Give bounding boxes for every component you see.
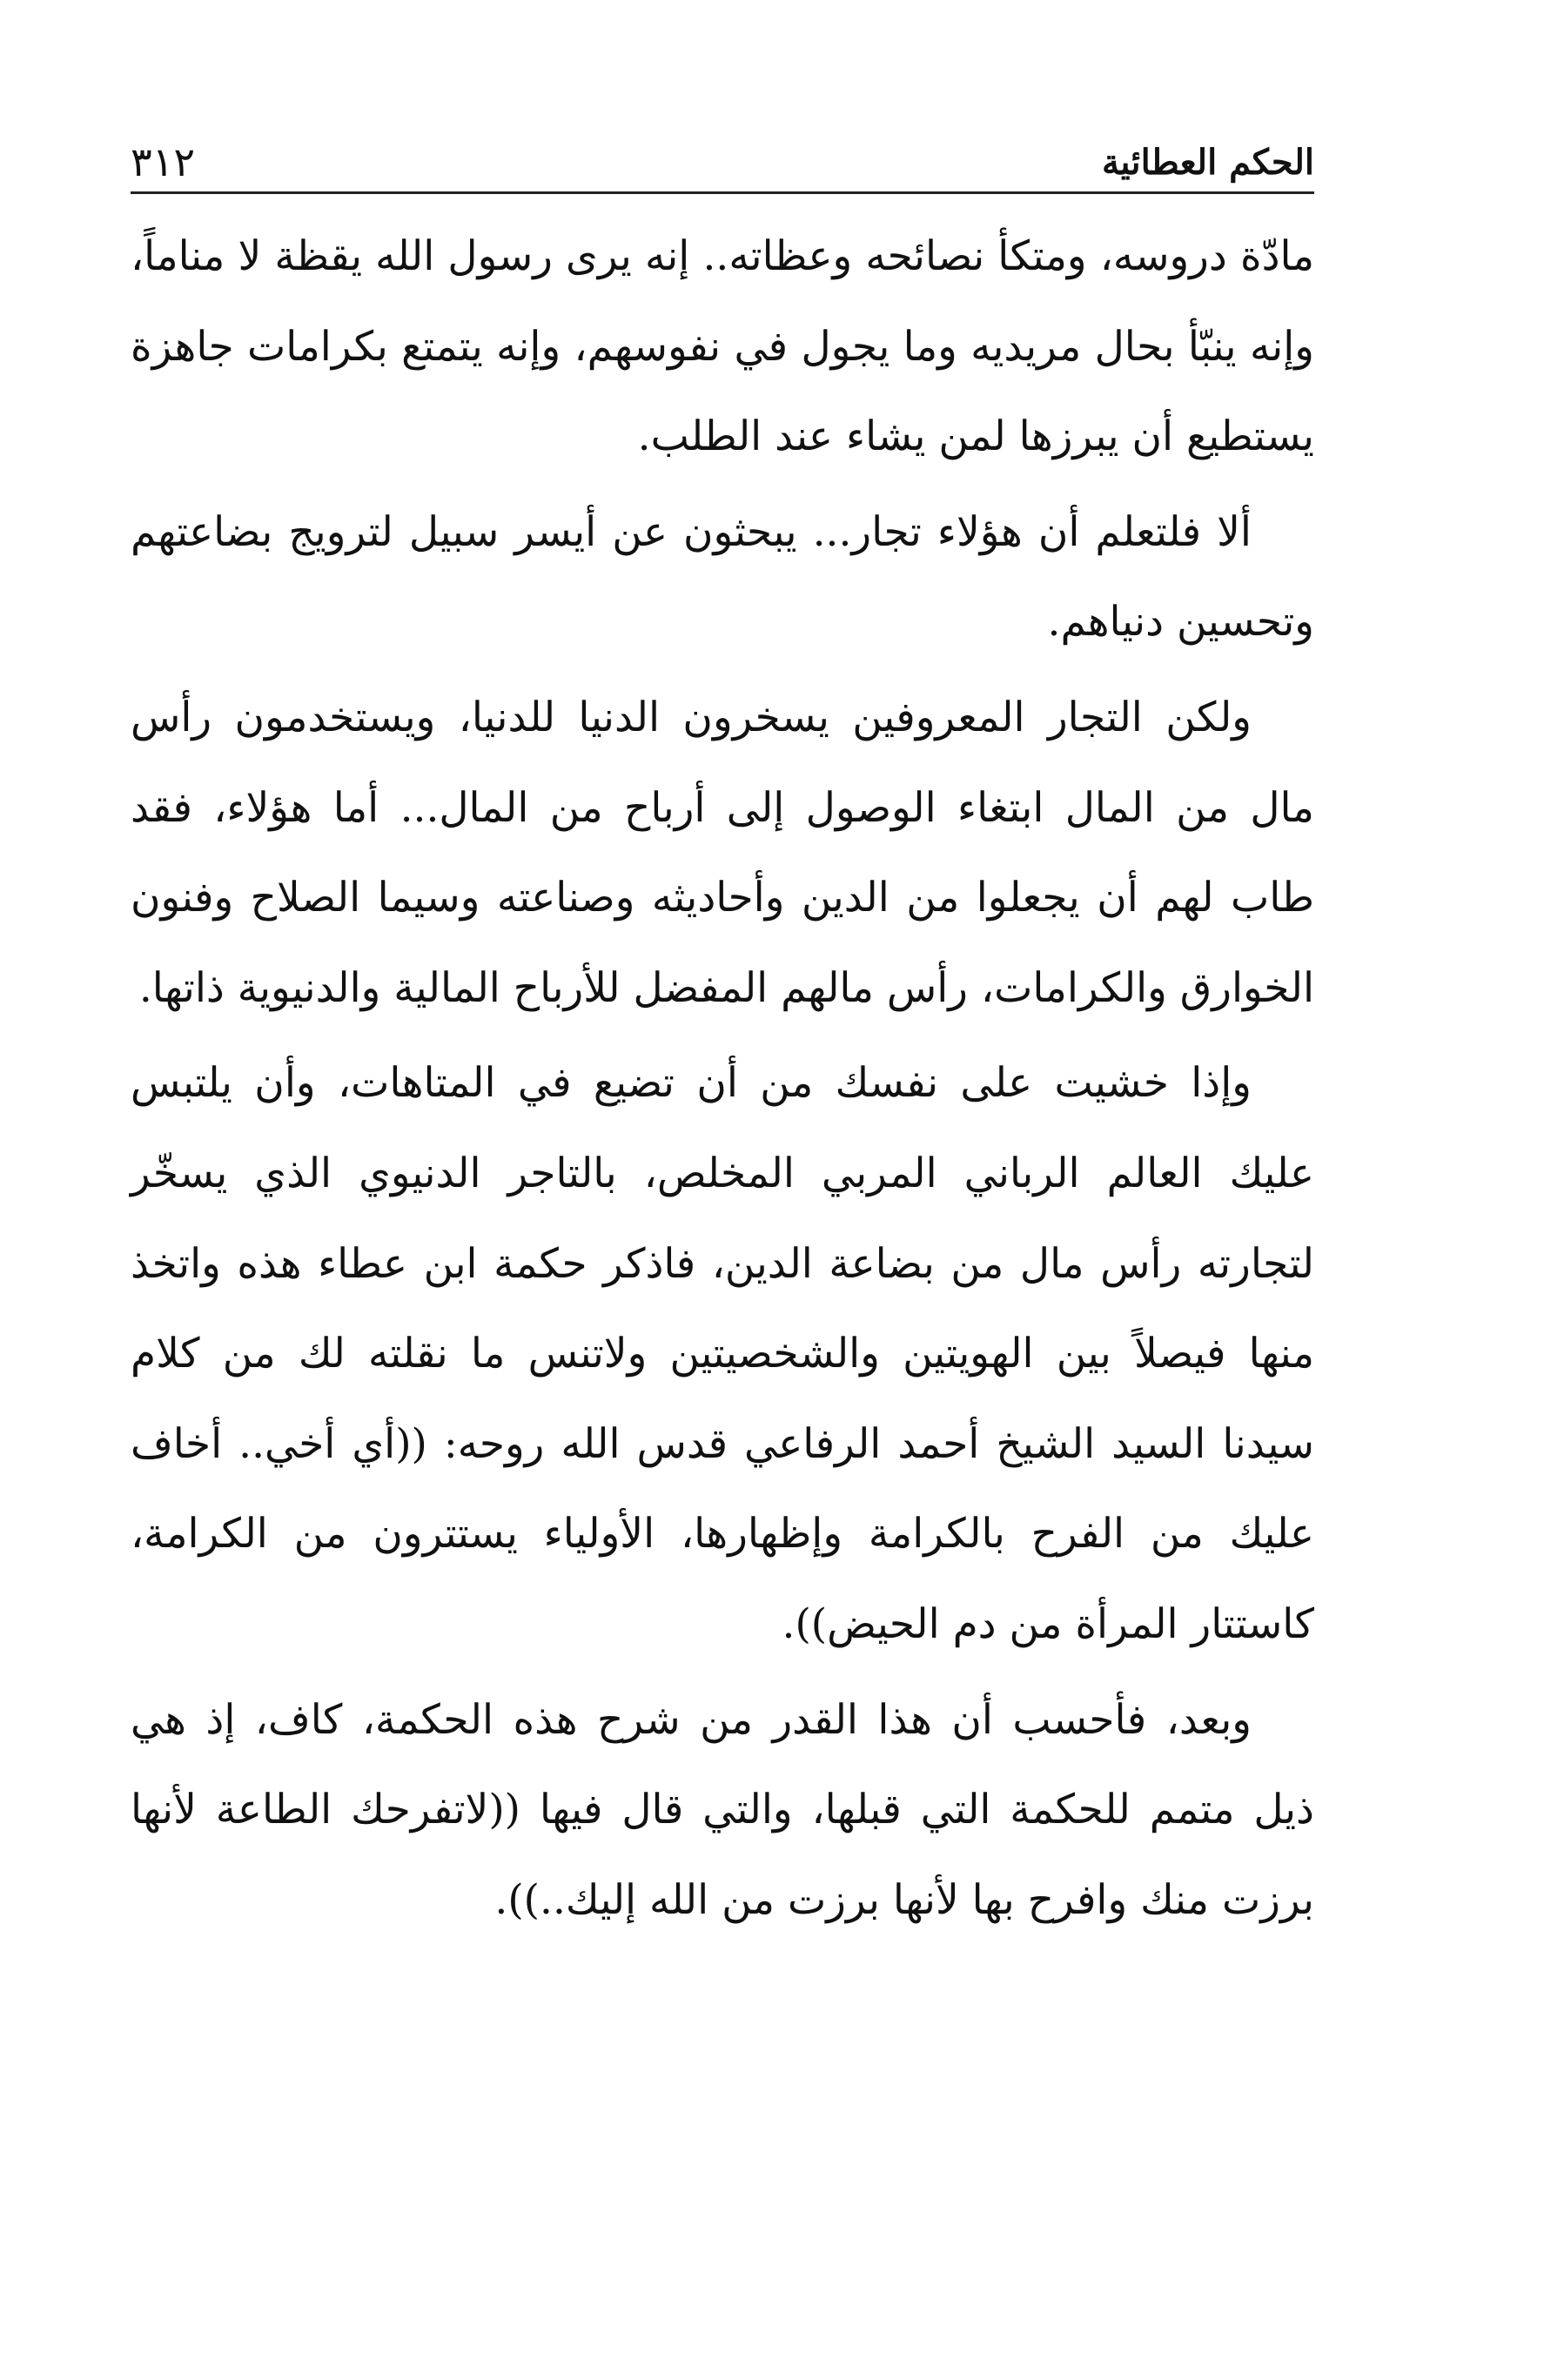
paragraph-2: ألا فلتعلم أن هؤلاء تجار... يبحثون عن أيسر سبيل لترويج بضاعتهم وتحسين دنياهم.: [131, 507, 1314, 647]
paragraph-4: وإذا خشيت على نفسك من أن تضيع في المتاهات، وأن يلتبس عليك العالم الرباني المربي المخلص، بالتاجر الدنيوي الذي يسخّر لتجارته رأس مال من بضاعة الدين، فاذكر حكمة ابن عطاء هذه واتخذ منها فيصلاً بين الهويتين والشخصيتين ولاتنس ما نقلته لك من كلام سيدنا السيد الشيخ أحمد الرفاعي قدس الله روحه: ((أي أخي.. أخاف عليك من الفرح بالكرامة وإظهارها، الأولياء يستترون من الكرامة، كاستتار المرأة من دم الحيض)).: [131, 1059, 1314, 1648]
paragraph-3: ولكن التجار المعروفين يسخرون الدنيا للدنيا، ويستخدمون رأس مال من المال ابتغاء الوصول إلى أرباح من المال... أما هؤلاء، فقد طاب لهم أن يجعلوا من الدين وأحاديثه وصناعته وسيما الصلاح وفنون الخوارق والكرامات، رأس مالهم المفضل للأرباح المالية والدنيوية ذاتها.: [131, 693, 1314, 1012]
paragraph-5: وبعد، فأحسب أن هذا القدر من شرح هذه الحكمة، كاف، إذ هي ذيل متمم للحكمة التي قبلها، والتي قال فيها ((لاتفرحك الطاعة لأنها برزت منك وافرح بها لأنها برزت من الله إليك..)).: [131, 1695, 1314, 1924]
page-number: ٣١٢: [131, 138, 196, 185]
book-title: الحكم العطائية: [1101, 142, 1314, 183]
running-header: [131, 131, 1314, 194]
book-page: [131, 131, 1314, 2271]
body-text: [131, 211, 1314, 1945]
paragraph-1: مادّة دروسه، ومتكأ نصائحه وعظاته.. إنه يرى رسول الله يقظة لا مناماً، وإنه ينبّأ بحال مريديه وما يجول في نفوسهم، وإنه يتمتع بكرامات جاهزة يستطيع أن يبرزها لمن يشاء عند الطلب.: [131, 232, 1314, 461]
